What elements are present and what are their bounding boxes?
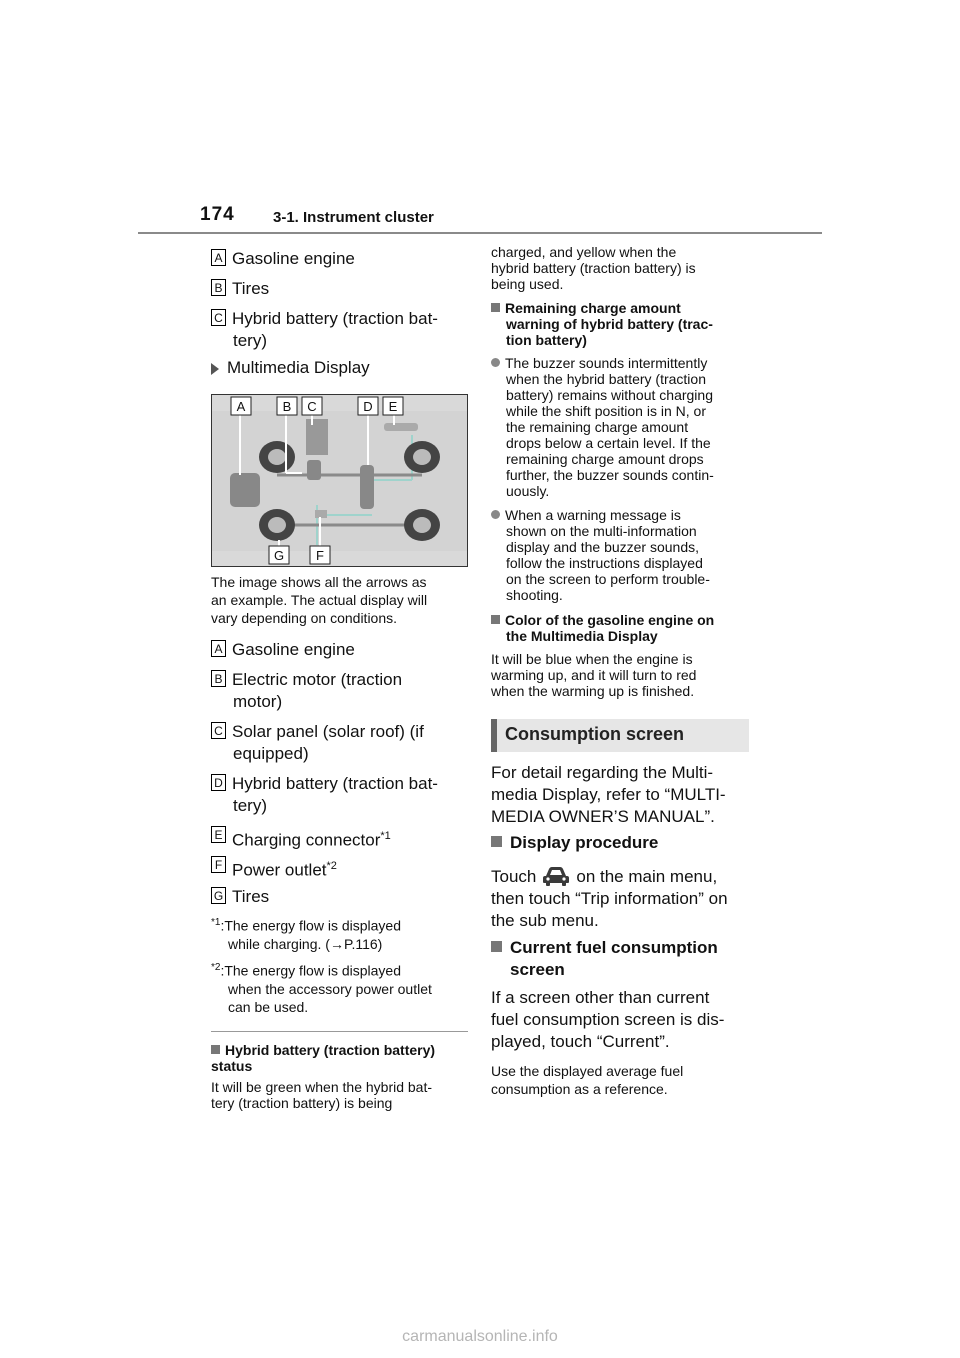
square-bullet-icon [491,303,500,312]
square-bullet-icon [491,941,502,952]
fig-label-a: A [236,399,246,414]
fig-label-c: C [307,399,317,414]
fig-label-d: D [363,399,373,414]
vehicle-diagram [212,395,468,567]
color-heading: Color of the gasoline engine on the Multimedia Display [491,612,714,644]
current-fuel-heading: Current fuel consumption screen [491,937,718,981]
label-box: C [211,309,226,326]
label-box: A [211,249,226,266]
footnote-1: $^{*1}$:The energy flow is displayed while charging. (→P.116) [211,917,401,952]
color-body: It will be blue when the engine is warming up, and it will turn to red when the warming up is finished. [491,651,697,699]
fig-label-b: B [282,399,292,414]
list2-item-d: D Hybrid battery (traction bat- tery) [211,773,438,817]
label-box: E [211,826,226,843]
list1-item-a: A Gasoline engine [211,248,355,270]
label-box: C [211,722,226,739]
energy-flow-figure [211,394,468,567]
reference-note: Use the displayed average fuel consumption as a reference. [491,1063,684,1097]
figure-caption: The image shows all the arrows as an example. The actual display will vary depending on conditions. [211,574,428,626]
hybrid-status-section: Hybrid battery (traction battery) status It will be green when the hybrid bat- tery (traction battery) is being [211,1042,436,1111]
triangle-icon [211,363,219,375]
hybrid-status-continued: charged, and yellow when the hybrid battery (traction battery) is being used. [491,244,696,292]
fig-label-f: F [316,548,324,563]
display-procedure-heading: Display procedure [491,832,658,854]
list2-item-f: F Power outlet$^{*2}$ [211,855,337,882]
list2-item-g: G Tires [211,886,269,908]
watermark: carmanualsonline.info [402,1328,558,1345]
label-box: D [211,774,226,791]
fig-label-g: G [273,548,285,563]
square-bullet-icon [211,1045,220,1054]
section-title: 3-1. Instrument cluster [273,209,434,226]
divider [211,1031,468,1032]
circle-bullet-icon [491,358,500,367]
list2-item-c: C Solar panel (solar roof) (if equipped) [211,721,424,765]
label-box: A [211,640,226,657]
consumption-screen-banner: Consumption screen [491,719,749,752]
list2-item-e: E Charging connector$^{*1}$ [211,825,391,852]
page-number: 174 [200,204,235,225]
warning-heading: Remaining charge amount warning of hybrid battery (trac- tion battery) [491,300,713,348]
label-box: G [211,887,226,904]
label-box: B [211,279,226,296]
fig-label-e: E [388,399,398,414]
header-rule [138,232,822,234]
detail-text: For detail regarding the Multi- media Display, refer to “MULTI- MEDIA OWNER’S MANUAL”. [491,763,726,826]
list2-item-b: B Electric motor (traction motor) [211,669,402,713]
touch-instructions: Touch on the main menu, then touch “Trip information” on the sub menu. [491,867,728,930]
list2-item-a: A Gasoline engine [211,639,355,661]
footnote-2: $^{*2}$:The energy flow is displayed when the accessory power outlet can be used. [211,962,432,1015]
circle-bullet-icon [491,510,500,519]
multimedia-heading: Multimedia Display [211,358,370,378]
list1-item-b: B Tires [211,278,269,300]
square-bullet-icon [491,615,500,624]
list1-item-c: C Hybrid battery (traction bat- tery) [211,308,438,352]
label-box: F [211,856,226,873]
label-box: B [211,670,226,687]
warning-bullet-2: When a warning message is shown on the multi-information display and the buzzer sounds, follow the instructions displayed on the screen to perform trouble- shooting. [491,507,710,603]
warning-bullet-1: The buzzer sounds intermittently when the hybrid battery (traction battery) remains without charging while the shift position is in N, or the remaining charge amount drops below a certain level. If the remaining charge amount drops further, the buzzer sounds contin- uously. [491,355,714,499]
square-bullet-icon [491,836,502,847]
current-fuel-body: If a screen other than current fuel consumption screen is dis- played, touch “Current”. [491,988,725,1051]
car-icon [542,865,570,887]
